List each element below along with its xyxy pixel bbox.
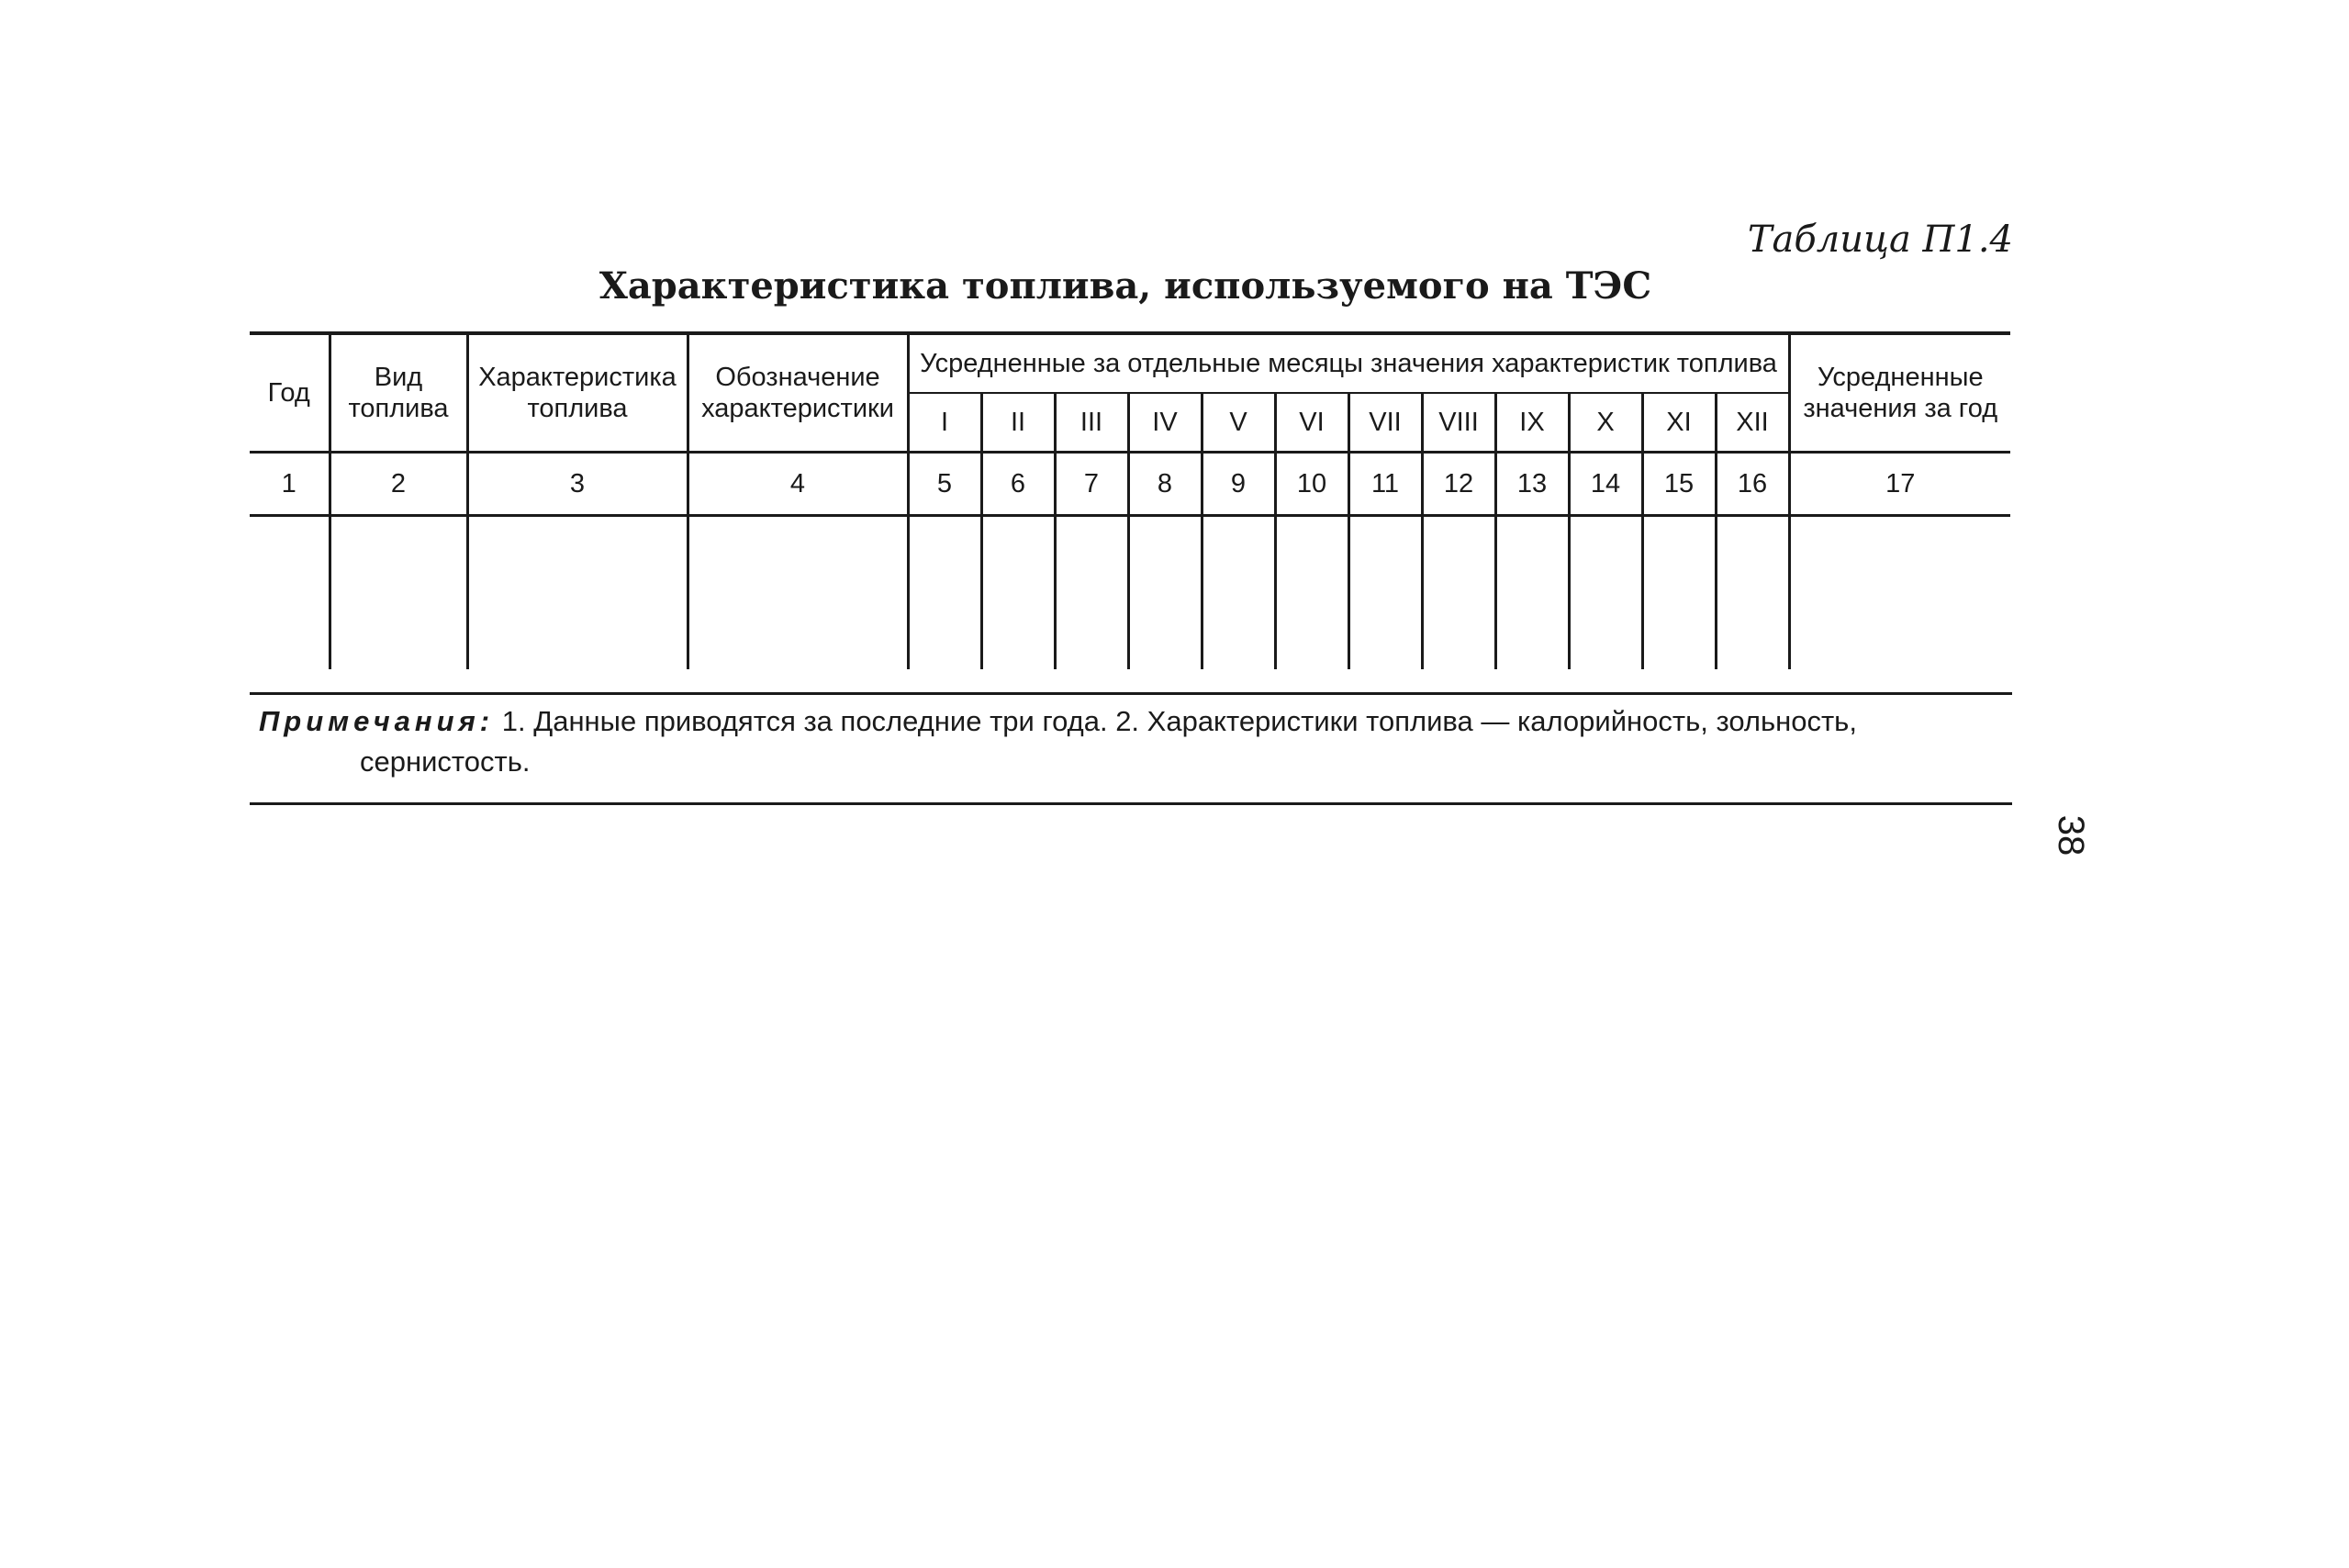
notes-block <box>259 701 2003 782</box>
notes-top-rule <box>250 692 2012 695</box>
empty-cell <box>981 516 1055 670</box>
empty-cell <box>1642 516 1716 670</box>
column-number: 11 <box>1348 453 1422 516</box>
empty-cell <box>1202 516 1275 670</box>
header-month: XI <box>1642 393 1716 453</box>
header-row-1 <box>250 333 2010 393</box>
notes-text-line1: 1. Данные приводятся за последние три года. 2. Характеристики топлива — калорийность, зольность, <box>494 705 1857 737</box>
column-number: 5 <box>908 453 981 516</box>
column-number: 4 <box>688 453 908 516</box>
header-month: IV <box>1128 393 1202 453</box>
empty-cell <box>1495 516 1569 670</box>
column-number: 6 <box>981 453 1055 516</box>
notes-label: Примечания: <box>259 705 495 737</box>
table-number-label: Таблица П1.4 <box>1747 218 2013 261</box>
document-title: Характеристика топлива, используемого на ТЭС <box>598 264 1652 308</box>
header-month: VII <box>1348 393 1422 453</box>
page-number: 38 <box>2051 814 2091 857</box>
column-number: 2 <box>330 453 467 516</box>
notes-bottom-rule <box>250 802 2012 805</box>
empty-cell <box>1128 516 1202 670</box>
fuel-characteristics-table <box>250 331 2010 669</box>
header-monthly-group: Усредненные за отдельные месяцы значения характеристик топлива <box>908 333 1789 393</box>
column-number: 16 <box>1716 453 1789 516</box>
empty-cell <box>1569 516 1642 670</box>
column-number-row <box>250 453 2010 516</box>
column-number: 8 <box>1128 453 1202 516</box>
column-number: 17 <box>1789 453 2010 516</box>
notes-text-line2: сернистость. <box>360 745 531 778</box>
empty-cell <box>1422 516 1495 670</box>
header-month: VIII <box>1422 393 1495 453</box>
header-fuel-characteristic: Характеристика топлива <box>467 333 688 453</box>
column-number: 1 <box>250 453 330 516</box>
column-number: 13 <box>1495 453 1569 516</box>
header-month: XII <box>1716 393 1789 453</box>
header-year: Год <box>250 333 330 453</box>
empty-cell <box>688 516 908 670</box>
empty-cell <box>1275 516 1348 670</box>
header-fuel-type: Вид топлива <box>330 333 467 453</box>
column-number: 9 <box>1202 453 1275 516</box>
empty-cell <box>330 516 467 670</box>
header-month: III <box>1055 393 1128 453</box>
empty-cell <box>1789 516 2010 670</box>
header-month: VI <box>1275 393 1348 453</box>
empty-cell <box>908 516 981 670</box>
header-yearly: Усредненные значения за год <box>1789 333 2010 453</box>
header-designation: Обозначение характеристики <box>688 333 908 453</box>
empty-cell <box>250 516 330 670</box>
column-number: 14 <box>1569 453 1642 516</box>
column-number: 7 <box>1055 453 1128 516</box>
column-number: 10 <box>1275 453 1348 516</box>
header-month: V <box>1202 393 1275 453</box>
column-number: 12 <box>1422 453 1495 516</box>
column-number: 3 <box>467 453 688 516</box>
empty-cell <box>1055 516 1128 670</box>
empty-cell <box>1716 516 1789 670</box>
column-number: 15 <box>1642 453 1716 516</box>
table-row-empty <box>250 516 2010 670</box>
header-month: IX <box>1495 393 1569 453</box>
header-month: I <box>908 393 981 453</box>
header-month: X <box>1569 393 1642 453</box>
empty-cell <box>1348 516 1422 670</box>
header-month: II <box>981 393 1055 453</box>
empty-cell <box>467 516 688 670</box>
